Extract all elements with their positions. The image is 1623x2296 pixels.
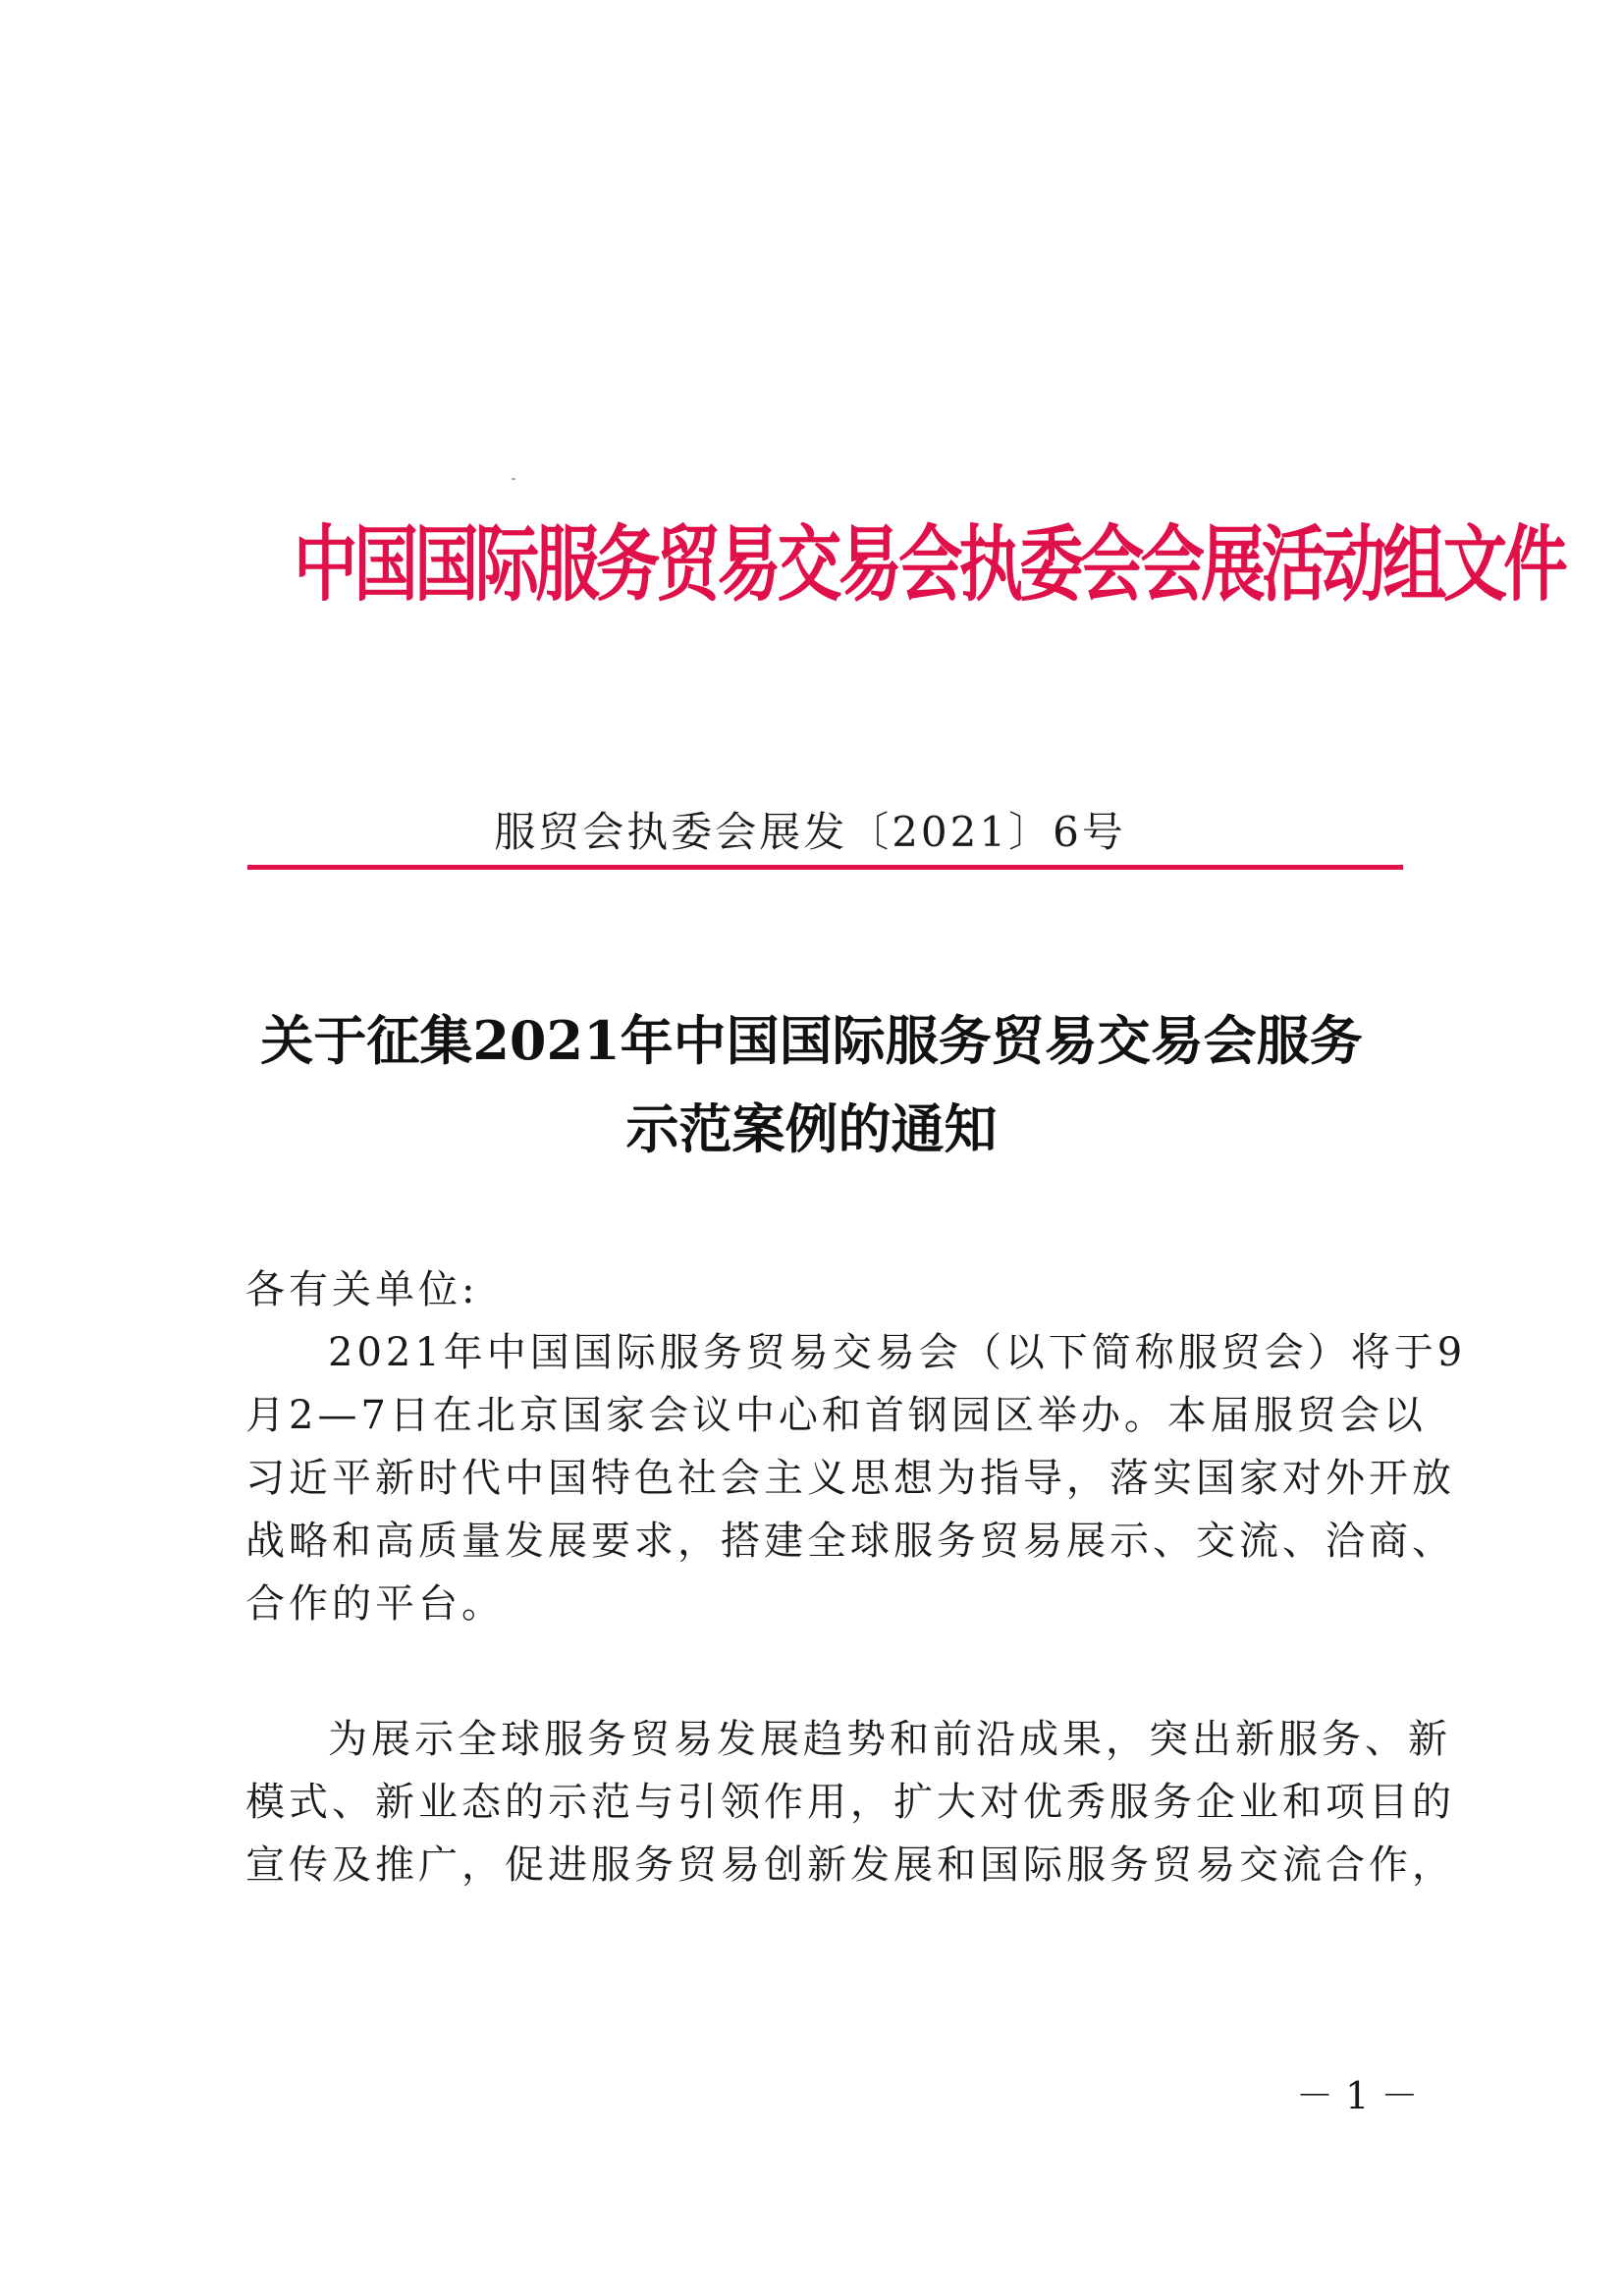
document-number: 服贸会执委会展发〔2021〕6号 <box>494 808 1126 856</box>
paragraph-2-line-1: 为展示全球服务贸易发展趋势和前沿成果，突出新服务、新 <box>328 1717 1451 1762</box>
paragraph-1-line-4: 战略和高质量发展要求，搭建全球服务贸易展示、交流、洽商、 <box>245 1519 1455 1564</box>
paragraph-1-line-3: 习近平新时代中国特色社会主义思想为指导，落实国家对外开放 <box>245 1456 1455 1501</box>
scan-speck <box>512 478 515 480</box>
document-title-line-2: 示范案例的通知 <box>625 1097 998 1160</box>
paragraph-2-line-3: 宣传及推广，促进服务贸易创新发展和国际服务贸易交流合作， <box>245 1842 1455 1888</box>
salutation: 各有关单位: <box>245 1267 479 1312</box>
document-title-line-1: 关于征集2021年中国国际服务贸易交易会服务 <box>260 1009 1363 1072</box>
paragraph-2 <box>245 1708 1455 1896</box>
page-number: － 1 － <box>1296 2074 1419 2117</box>
paragraph-1-line-1: 2021年中国国际服务贸易交易会（以下简称服贸会）将于9 <box>328 1330 1467 1375</box>
paragraph-2-line-2: 模式、新业态的示范与引领作用，扩大对优秀服务企业和项目的 <box>245 1780 1455 1825</box>
red-divider-line <box>247 865 1403 870</box>
paragraph-1-line-5: 合作的平台。 <box>245 1581 505 1627</box>
issuing-organization-header: 中国国际服务贸易交易会执委会会展活动组文件 <box>293 515 1564 613</box>
paragraph-1 <box>245 1321 1467 1635</box>
paragraph-1-line-2: 月2—7日在北京国家会议中心和首钢园区举办。本届服贸会以 <box>245 1393 1427 1438</box>
document-title <box>196 996 1427 1173</box>
